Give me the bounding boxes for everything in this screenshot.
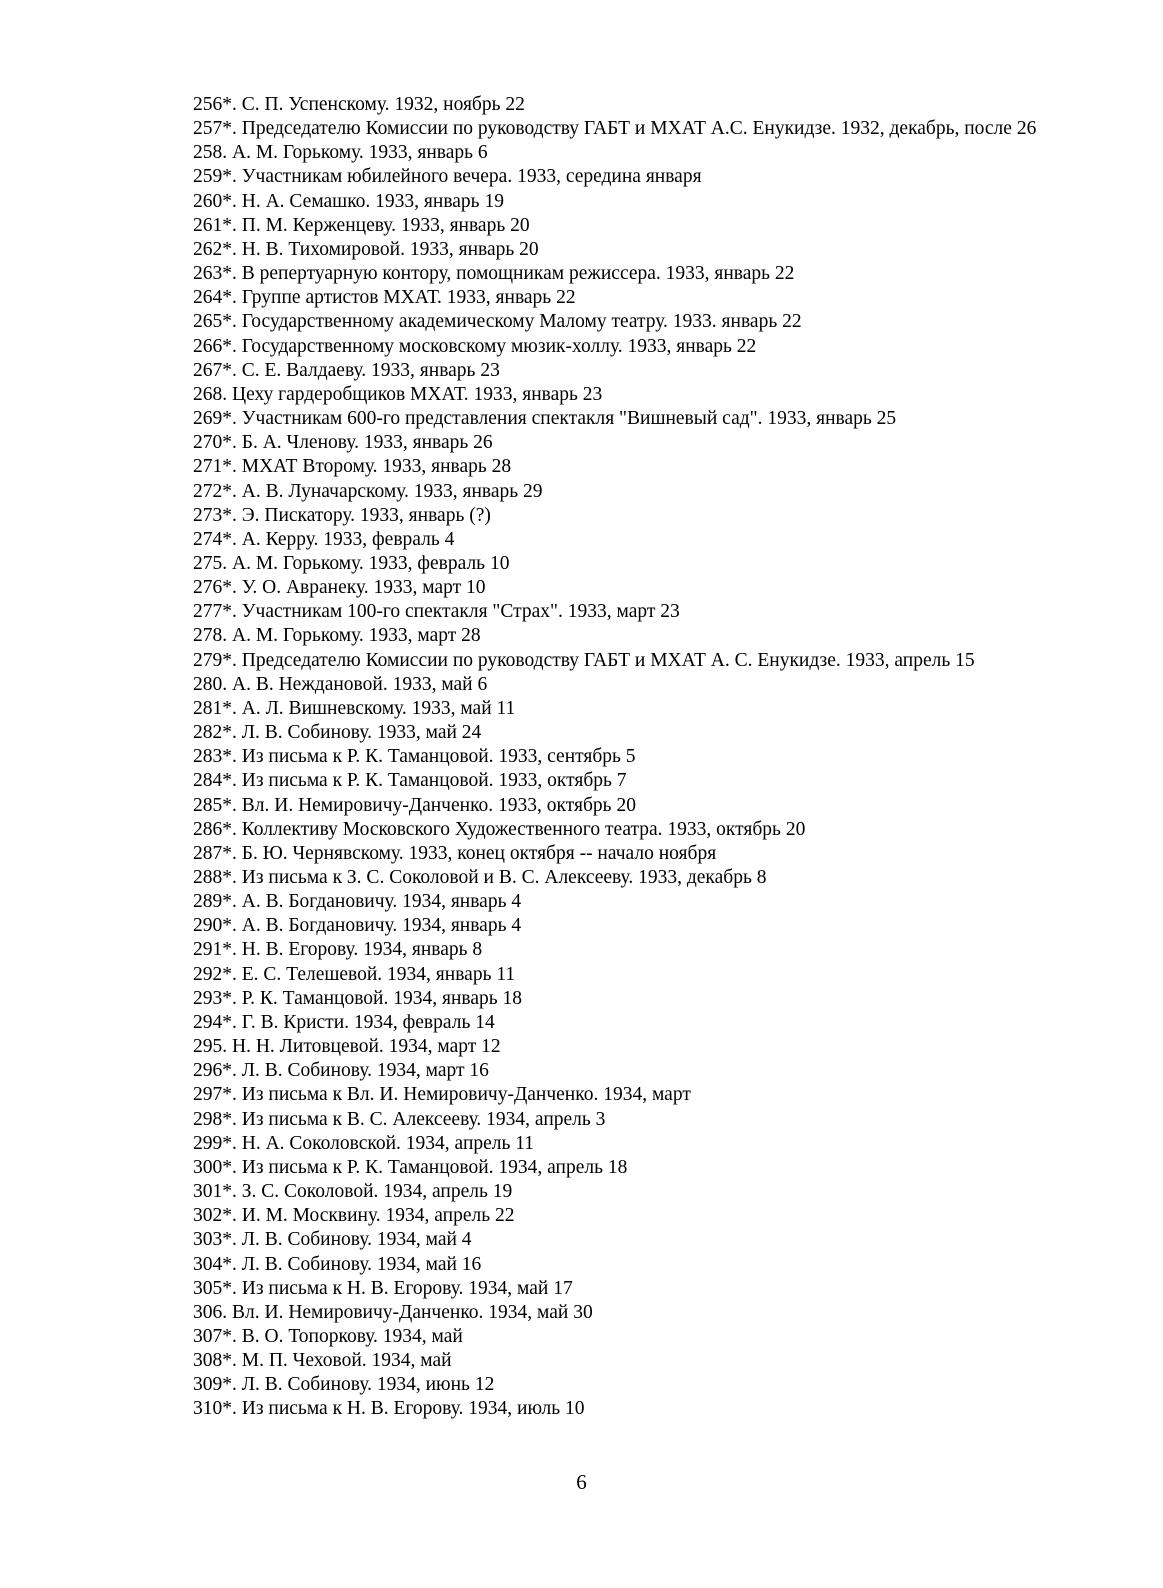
- index-entry: 258. А. М. Горькому. 1933, январь 6: [193, 142, 488, 164]
- index-entry: 283*. Из письма к Р. К. Таманцовой. 1933, сентябрь 5: [193, 746, 636, 768]
- index-entry: 267*. С. Е. Валдаеву. 1933, январь 23: [193, 359, 500, 381]
- index-entry: 306. Вл. И. Немировичу-Данченко. 1934, май 30: [193, 1301, 593, 1323]
- index-entry: 301*. З. С. Соколовой. 1934, апрель 19: [193, 1181, 513, 1203]
- index-entry: 303*. Л. В. Собинову. 1934, май 4: [193, 1229, 472, 1251]
- index-entry: 298*. Из письма к В. С. Алексееву. 1934, апрель 3: [193, 1108, 606, 1130]
- index-entry: 286*. Коллективу Московского Художественного театра. 1933, октябрь 20: [193, 818, 806, 840]
- index-entry: 304*. Л. В. Собинову. 1934, май 16: [193, 1253, 482, 1275]
- index-entry: 268. Цеху гардеробщиков МХАТ. 1933, январь 23: [193, 383, 603, 405]
- index-entry: 307*. В. О. Топоркову. 1934, май: [193, 1325, 463, 1347]
- index-entry: 297*. Из письма к Вл. И. Немировичу-Данченко. 1934, март: [193, 1084, 691, 1106]
- index-entry: 294*. Г. В. Кристи. 1934, февраль 14: [193, 1011, 495, 1033]
- index-entry: 262*. Н. В. Тихомировой. 1933, январь 20: [193, 238, 539, 260]
- index-entry: 276*. У. О. Авранеку. 1933, март 10: [193, 577, 486, 599]
- index-entry: 300*. Из письма к Р. К. Таманцовой. 1934, апрель 18: [193, 1156, 628, 1178]
- index-entry: 287*. Б. Ю. Чернявскому. 1933, конец октября -- начало ноября: [193, 842, 717, 864]
- index-entry: 271*. МХАТ Второму. 1933, январь 28: [193, 456, 512, 478]
- index-entry: 277*. Участникам 100-го спектакля "Страх". 1933, март 23: [193, 601, 680, 623]
- index-entry: 264*. Группе артистов МХАТ. 1933, январь 22: [193, 287, 576, 309]
- index-entry: 284*. Из письма к Р. К. Таманцовой. 1933, октябрь 7: [193, 770, 627, 792]
- index-entry: 259*. Участникам юбилейного вечера. 1933, середина января: [193, 166, 702, 188]
- letters-index-list: [176, 93, 1056, 1422]
- index-entry: 270*. Б. А. Членову. 1933, январь 26: [193, 432, 493, 454]
- index-entry: 305*. Из письма к Н. В. Егорову. 1934, май 17: [193, 1277, 573, 1299]
- index-entry: 256*. С. П. Успенскому. 1932, ноябрь 22: [193, 94, 525, 115]
- page-number: 6: [576, 1470, 587, 1494]
- index-entry: 308*. М. П. Чеховой. 1934, май: [193, 1350, 452, 1372]
- index-entry: 293*. Р. К. Таманцовой. 1934, январь 18: [193, 987, 523, 1009]
- index-entry: 296*. Л. В. Собинову. 1934, март 16: [193, 1060, 489, 1082]
- index-entry: 265*. Государственному академическому Малому театру. 1933. январь 22: [193, 311, 802, 333]
- index-entry: 263*. В репертуарную контору, помощникам режиссера. 1933, январь 22: [193, 263, 795, 285]
- index-entry: 257*. Председателю Комиссии по руководству ГАБТ и МХАТ А.С. Енукидзе. 1932, декабрь, после 26: [193, 118, 1037, 140]
- index-entry: 310*. Из письма к Н. В. Егорову. 1934, июль 10: [193, 1398, 585, 1420]
- index-entry: 269*. Участникам 600-го представления спектакля "Вишневый сад". 1933, январь 25: [193, 408, 897, 430]
- index-entry: 278. А. М. Горькому. 1933, март 28: [193, 625, 481, 647]
- index-entry: 291*. Н. В. Егорову. 1934, январь 8: [193, 939, 483, 961]
- index-entry: 280. А. В. Неждановой. 1933, май 6: [193, 673, 488, 695]
- index-entry: 260*. Н. А. Семашко. 1933, январь 19: [193, 190, 504, 212]
- index-entry: 272*. А. В. Луначарскому. 1933, январь 29: [193, 480, 543, 502]
- index-entry: 266*. Государственному московскому мюзик-холлу. 1933, январь 22: [193, 335, 757, 357]
- index-entry: 302*. И. М. Москвину. 1934, апрель 22: [193, 1205, 515, 1227]
- index-entry: 290*. А. В. Богдановичу. 1934, январь 4: [193, 915, 522, 937]
- index-entry: 289*. А. В. Богдановичу. 1934, январь 4: [193, 891, 522, 913]
- index-entry: 282*. Л. В. Собинову. 1933, май 24: [193, 722, 482, 744]
- index-entry: 275. А. М. Горькому. 1933, февраль 10: [193, 552, 510, 574]
- index-entry: 261*. П. М. Керженцеву. 1933, январь 20: [193, 214, 530, 236]
- index-entry: 279*. Председателю Комиссии по руководству ГАБТ и МХАТ А. С. Енукидзе. 1933, апрель 15: [193, 649, 975, 671]
- index-entry: 292*. Е. С. Телешевой. 1934, январь 11: [193, 963, 516, 985]
- index-entry: 274*. А. Керру. 1933, февраль 4: [193, 528, 455, 550]
- index-entry: 299*. Н. А. Соколовской. 1934, апрель 11: [193, 1132, 535, 1154]
- index-entry: 309*. Л. В. Собинову. 1934, июнь 12: [193, 1374, 495, 1396]
- index-entry: 288*. Из письма к З. С. Соколовой и В. С. Алексееву. 1933, декабрь 8: [193, 867, 767, 888]
- index-entry: 295. Н. Н. Литовцевой. 1934, март 12: [193, 1036, 501, 1058]
- index-entry: 273*. Э. Пискатору. 1933, январь (?): [193, 504, 491, 526]
- index-entry: 285*. Вл. И. Немировичу-Данченко. 1933, октябрь 20: [193, 794, 636, 816]
- index-entry: 281*. А. Л. Вишневскому. 1933, май 11: [193, 697, 516, 719]
